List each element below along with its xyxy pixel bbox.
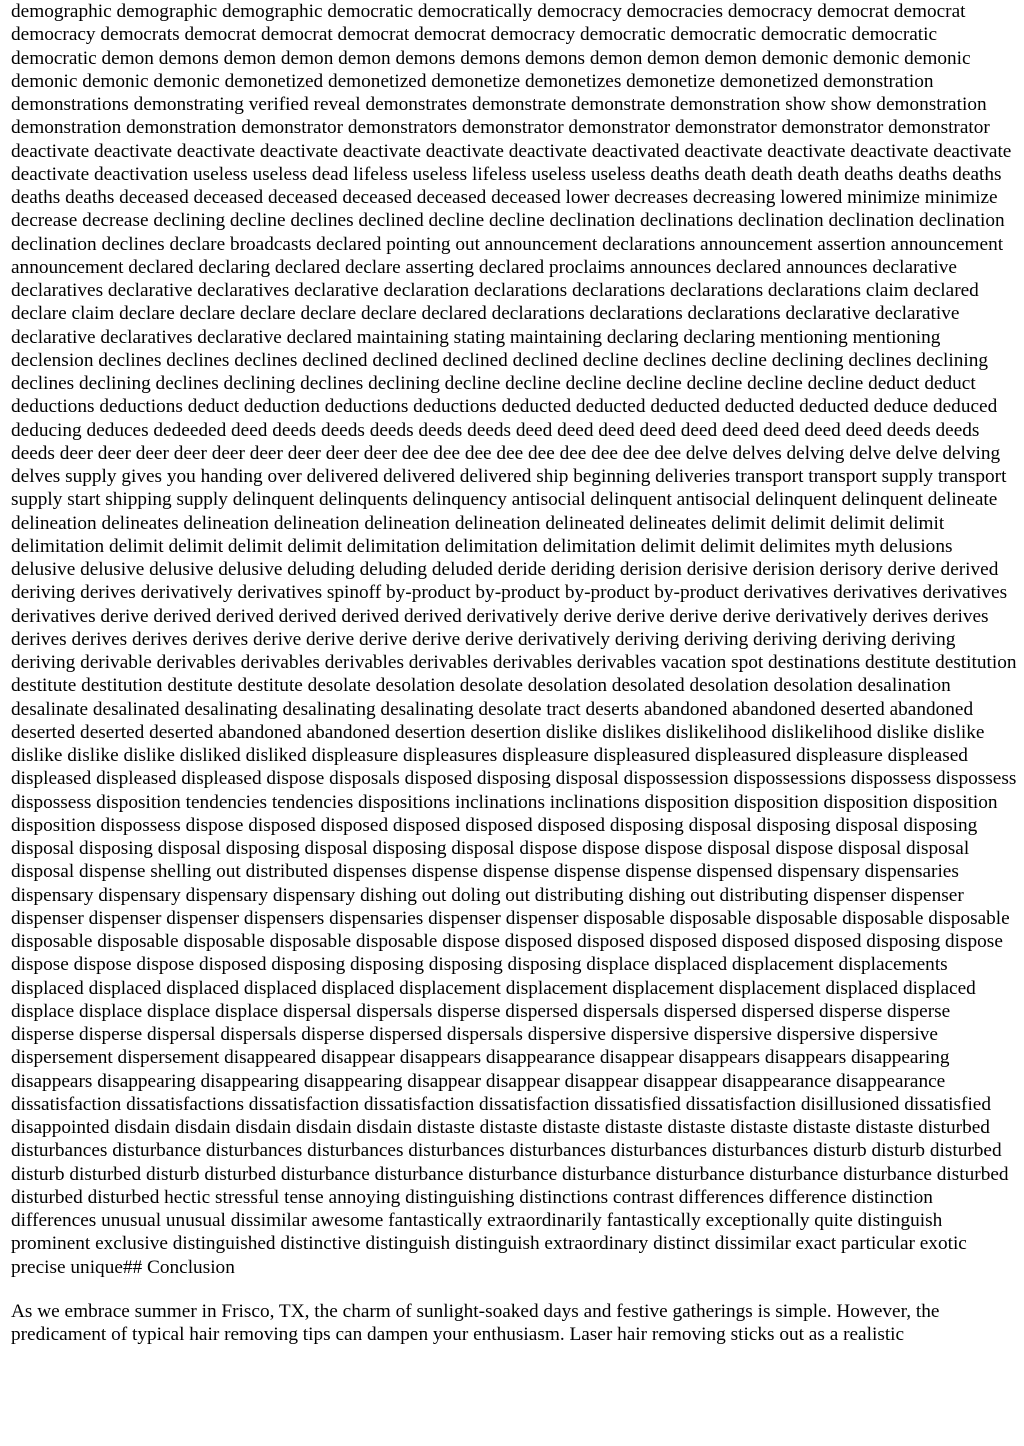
body-text-block: demographic demographic demographic democratic democratically democracy democracies democracy democrat democrat democracy democrats democrat democrat democrat democrat democracy democratic democratic democratic democratic democratic demon demons demon demon demon demons demons demons demon demon demon demonic demonic demonic demonic demonic demonic demonetized demonetized demonetize demonetizes demonetize demonetized demonstration demonstrations demonstrating verified reveal demonstrates demonstrate demonstrate demonstration show show demonstration demonstration demonstration demonstrator demonstrators demonstrator demonstrator demonstrator demonstrator demonstrator deactivate deactivate deactivate deactivate deactivate deactivate deactivate deactivated deactivate deactivate deactivate deactivate deactivate deactivation useless useless dead lifeless useless lifeless useless useless deaths death death death deaths deaths deaths deaths deaths deceased deceased deceased deceased deceased deceased lower decreases decreasing lowered minimize minimize decrease decrease declining decline declines declined decline decline declination declinations declination declination declination declination declines declare broadcasts declared pointing out announcement declarations announcement assertion announcement announcement declared declaring declared declare asserting declared proclaims announces declared announces declarative declaratives declarative declaratives declarative declaration declarations declarations declarations declarations claim declared declare claim declare declare declare declare declare declared declarations declarations declarations declarative declarative declarative declaratives declarative declared maintaining stating maintaining declaring declaring mentioning mentioning declension declines declines declines declined declined declined declined decline declines decline declining declines declining declines declining declines declining declines declining decline decline decline decline decline decline decline deduct deduct deductions deductions deduct deduction deductions deductions deducted deducted deducted deducted deducted deduce deduced deducing deduces dedeeded deed deeds deeds deeds deeds deeds deed deed deed deed deed deed deed deed deed deeds deeds deeds deer deer deer deer deer deer deer deer deer dee dee dee dee dee dee dee dee dee delve delves delving delve delve delving delves supply gives you handing over delivered delivered delivered ship beginning deliveries transport transport supply transport supply start shipping supply delinquent delinquents delinquency antisocial delinquent antisocial delinquent delinquent delineate delineation delineates delineation delineation delineation delineation delineated delineates delimit delimit delimit delimit delimitation delimit delimit delimit delimit delimitation delimitation delimitation delimit delimit delimites myth delusions delusive delusive delusive delusive deluding deluding deluded deride deriding derision derisive derision derisory derive derived deriving derives derivatively derivatives spinoff by-product by-product by-product by-product derivatives derivatives derivatives derivatives derive derived derived derived derived derived derivatively derive derive derive derive derivatively derives derives derives derives derives derives derive derive derive derive derive derivatively deriving deriving deriving deriving deriving deriving derivable derivables derivables derivables derivables derivables derivables vacation spot destinations destitute destitution destitute destitution destitute destitute desolate desolation desolate desolation desolated desolation desolation desalination desalinate desalinated desalinating desalinating desalinating desolate tract deserts abandoned abandoned deserted abandoned deserted deserted deserted abandoned abandoned desertion desertion dislike dislikes dislikelihood dislikelihood dislike dislike dislike dislike dislike disliked disliked displeasure displeasures displeasure displeasured displeasured displeasure displeased displeased displeased displeased dispose disposals disposed disposing disposal dispossession dispossessions dispossess dispossess dispossess disposition tendencies tendencies dispositions inclinations inclinations disposition disposition disposition disposition disposition dispossess dispose disposed disposed disposed disposed disposed disposing disposal disposing disposal disposing disposal disposing disposal disposing disposal disposing disposal dispose dispose dispose disposal dispose disposal disposal disposal dispense shelling out distributed dispenses dispense dispense dispense dispense dispensed dispensary dispensaries dispensary dispensary dispensary dispensary dishing out doling out distributing dishing out distributing dispenser dispenser dispenser dispenser dispenser dispensers dispensaries dispenser dispenser disposable disposable disposable disposable disposable disposable disposable disposable disposable disposable dispose disposed disposed disposed disposed disposed disposing dispose dispose dispose dispose disposed disposing disposing disposing disposing displace displaced displacement displacements displaced displaced displaced displaced displaced displacement displacement displacement displacement displaced displaced displace displace displace displace dispersal dispersals disperse dispersed dispersals dispersed dispersed disperse disperse disperse disperse dispersal dispersals disperse dispersed dispersals dispersive dispersive dispersive dispersive dispersive dispersement dispersement disappeared disappear disappears disappearance disappear disappears disappears disappearing disappears disappearing disappearing disappearing disappear disappear disappear disappear disappearance disappearance dissatisfaction dissatisfactions dissatisfaction dissatisfaction dissatisfaction dissatisfied dissatisfaction disillusioned dissatisfied disappointed disdain disdain disdain disdain disdain distaste distaste distaste distaste distaste distaste distaste distaste disturbed disturbances disturbance disturbances disturbances disturbances disturbances disturbances disturbances disturb disturb disturbed disturb disturbed disturb disturbed disturbance disturbance disturbance disturbance disturbance disturbance disturbance disturbed disturbed disturbed hectic stressful tense annoying distinguishing distinctions contrast differences difference distinction differences unusual unusual dissimilar awesome fantastically extraordinarily fantastically exceptionally quite distinguish prominent exclusive distinguished distinctive distinguish distinguish extraordinary distinct dissimilar exact particular exotic precise unique## Conclusion xyxy=(11,1,1017,1278)
document-page xyxy=(11,0,1017,1346)
conclusion-paragraph: As we embrace summer in Frisco, TX, the charm of sunlight-soaked days and festive gatherings is simple. However, the predicament of typical hair removing tips can dampen your enthusiasm. Laser hair removing sticks out as a realistic xyxy=(11,1300,940,1345)
